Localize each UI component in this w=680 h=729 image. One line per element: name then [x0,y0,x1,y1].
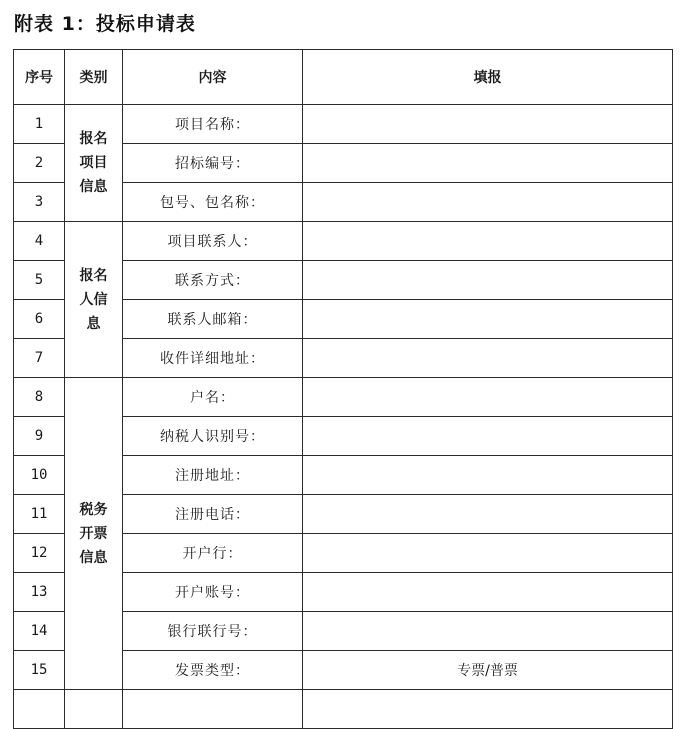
partial-cell [65,690,123,729]
row-number: 1 [14,105,65,144]
field-label-bank: 开户行： [123,534,303,573]
partial-cell [303,690,673,729]
row-number: 12 [14,534,65,573]
field-label-account-name: 户名： [123,378,303,417]
category-tax-invoice-info [65,378,123,690]
field-value-invoice-type[interactable]: 专票/普票 [303,651,673,690]
field-label-contact-email: 联系人邮箱： [123,300,303,339]
field-label-bank-account: 开户账号： [123,573,303,612]
category-line: 报名 [79,267,108,284]
row-number: 15 [14,651,65,690]
header-fill: 填报 [303,50,673,105]
category-line: 息 [86,315,101,332]
field-value-bank[interactable] [303,534,673,573]
category-project-info [65,105,123,222]
field-label-registered-address: 注册地址： [123,456,303,495]
field-value-project-name[interactable] [303,105,673,144]
row-number: 8 [14,378,65,417]
field-value-registered-phone[interactable] [303,495,673,534]
row-number: 11 [14,495,65,534]
field-value-mailing-address[interactable] [303,339,673,378]
bid-application-table [13,49,673,729]
row-number: 13 [14,573,65,612]
row-number: 6 [14,300,65,339]
field-value-contact-method[interactable] [303,261,673,300]
field-label-contact-method: 联系方式： [123,261,303,300]
row-number: 4 [14,222,65,261]
category-line: 信息 [79,549,108,566]
field-value-account-name[interactable] [303,378,673,417]
field-label-contact-person: 项目联系人： [123,222,303,261]
row-number: 14 [14,612,65,651]
category-line: 税务 [79,501,108,518]
row-number: 5 [14,261,65,300]
row-number: 10 [14,456,65,495]
field-label-invoice-type: 发票类型： [123,651,303,690]
field-value-contact-person[interactable] [303,222,673,261]
category-line: 报名 [79,131,108,147]
field-label-registered-phone: 注册电话： [123,495,303,534]
field-value-tender-number[interactable] [303,144,673,183]
partial-cell [123,690,303,729]
field-value-taxpayer-id[interactable] [303,417,673,456]
header-num: 序号 [14,50,65,105]
field-value-registered-address[interactable] [303,456,673,495]
header-category: 类别 [65,50,123,105]
table-row [14,378,673,417]
field-value-bank-account[interactable] [303,573,673,612]
field-label-project-name: 项目名称： [123,105,303,144]
field-label-mailing-address: 收件详细地址： [123,339,303,378]
row-number: 7 [14,339,65,378]
table-header-row [14,50,673,105]
category-line: 项目 [79,155,108,171]
row-number: 3 [14,183,65,222]
field-label-bank-code: 银行联行号： [123,612,303,651]
field-label-taxpayer-id: 纳税人识别号： [123,417,303,456]
table-row [14,222,673,261]
category-applicant-info [65,222,123,378]
table-row-partial [14,690,673,729]
field-value-bank-code[interactable] [303,612,673,651]
category-line: 开票 [79,525,108,542]
header-content: 内容 [123,50,303,105]
field-value-package[interactable] [303,183,673,222]
partial-cell [14,690,65,729]
row-number: 2 [14,144,65,183]
field-value-contact-email[interactable] [303,300,673,339]
table-row [14,105,673,144]
field-label-package: 包号、包名称： [123,183,303,222]
category-line: 信息 [79,179,108,195]
category-line: 人信 [79,291,108,308]
row-number: 9 [14,417,65,456]
field-label-tender-number: 招标编号： [123,144,303,183]
page-title: 附表 1：投标申请表 [14,13,196,35]
